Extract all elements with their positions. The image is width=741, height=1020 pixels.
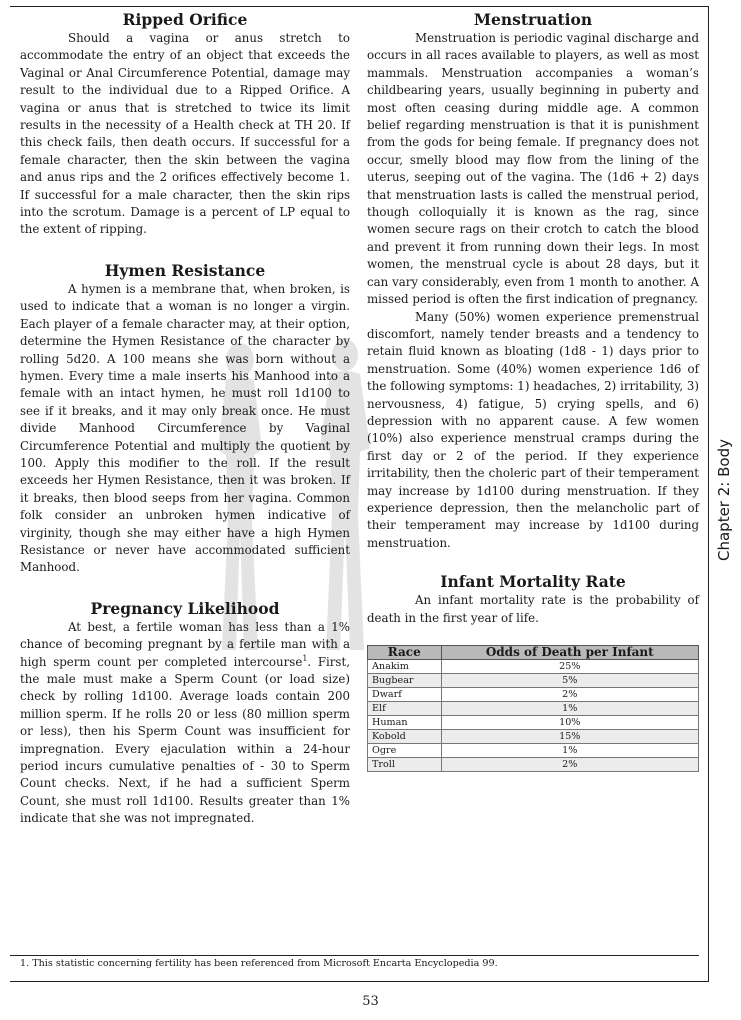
table-header-row — [368, 646, 699, 660]
table-row — [368, 744, 699, 758]
menstruation-text-1: Menstruation is periodic vaginal discharge and occurs in all races available to players, as well as most mammals. Menstruation accompanies a woman’s childbearing years, usually beginning in puberty and most often ceasing during middle age. A common belief regarding menstruation is that it is punishment from the gods for being female. If pregnancy does not occur, smelly blood may flow from the lining of the uterus, seeping out of the vagina. The (1d6 + 2) days that menstruation lasts is called the menstrual period, though colloquially it is known as the rag, since women secure rags on their crotch to catch the blood and prevent it from running down their legs. In most women, the menstrual cycle is about 28 days, but it can vary considerably, even from 1 month to another. A missed period is often the first indication of pregnancy. — [367, 31, 699, 307]
pregnancy-likelihood-section — [20, 599, 350, 828]
table-header-race: Race — [368, 646, 442, 660]
right-column — [367, 10, 699, 786]
footnote: 1. This statistic concerning fertility has been referenced from Microsoft Encarta Encyclopedia 99. — [20, 958, 498, 969]
race-cell: Bugbear — [368, 674, 442, 688]
menstruation-section — [367, 10, 699, 552]
odds-cell: 10% — [441, 716, 698, 730]
infant-mortality-section — [367, 572, 699, 772]
ripped-orifice-text: Should a vagina or anus stretch to accommodate the entry of an object that exceeds the Vaginal or Anal Circumference Potential, damage may result to the individual due to a Ripped Orifice. A vagina or anus that is stretched to twice its limit results in the necessity of a Health check at TH 20. If this check fails, then death occurs. If successful for a female character, then the skin between the vagina and anus rips and the 2 orifices effectively become 1. If successful for a male character, then the skin rips into the scrotum. Damage is a percent of LP equal to the extent of ripping. — [20, 31, 350, 237]
pregnancy-text-part-a: At best, a fertile woman has less than a 1% chance of becoming pregnant by a fertile man with a high sperm count per completed intercourse — [20, 619, 350, 669]
pregnancy-likelihood-text — [20, 619, 350, 828]
table-header-odds: Odds of Death per Infant — [441, 646, 698, 660]
odds-cell: 15% — [441, 730, 698, 744]
hymen-resistance-heading: Hymen Resistance — [104, 260, 266, 280]
race-cell: Ogre — [368, 744, 442, 758]
footnote-marker: 1 — [302, 653, 308, 663]
hymen-resistance-section — [20, 261, 350, 577]
odds-cell: 2% — [441, 758, 698, 772]
table-body — [368, 660, 699, 772]
pregnancy-text-part-b: . First, the male must make a Sperm Count (or load size) check by rolling 1d100. Average loads contain 200 million sperm. If he rolls 20 or less (80 million sperm or less), then his Sperm Count was insufficient for impregnation. Every ejaculation within a 24-hour period incurs cumulative penalties of - 30 to Sperm Count checks. Next, if he had a sufficient Sperm Count, she must roll 1d100. Results greater than 1% indicate that she was not impregnated. — [20, 654, 350, 826]
table-row — [368, 702, 699, 716]
race-cell: Elf — [368, 702, 442, 716]
table-row — [368, 730, 699, 744]
race-cell: Human — [368, 716, 442, 730]
race-cell: Troll — [368, 758, 442, 772]
menstruation-heading: Menstruation — [473, 10, 593, 29]
odds-cell: 5% — [441, 674, 698, 688]
table-row — [368, 660, 699, 674]
pregnancy-likelihood-heading: Pregnancy Likelihood — [90, 598, 280, 618]
odds-cell: 2% — [441, 688, 698, 702]
infant-mortality-heading: Infant Mortality Rate — [440, 572, 626, 592]
odds-cell: 1% — [441, 702, 698, 716]
infant-mortality-table — [367, 645, 699, 772]
odds-cell: 1% — [441, 744, 698, 758]
left-column — [20, 10, 350, 842]
odds-cell: 25% — [441, 660, 698, 674]
table-row — [368, 758, 699, 772]
race-cell: Kobold — [368, 730, 442, 744]
race-cell: Anakim — [368, 660, 442, 674]
infant-mortality-text: An infant mortality rate is the probability of death in the first year of life. — [367, 593, 699, 625]
footnote-divider — [10, 955, 699, 956]
table-row — [368, 688, 699, 702]
hymen-resistance-text: A hymen is a membrane that, when broken, is used to indicate that a woman is no longer a virgin. Each player of a female character may, at their option, determine the Hymen Resistance of the character by rolling 5d20. A 100 means she was born without a hymen. Every time a male inserts his Manhood into a female with an intact hymen, he must roll 1d100 to see if it breaks, and it may only break once. He must divide Manhood Circumference by Vaginal Circumference Potential and multiply the quotient by 100. Apply this modifier to the roll. If the result exceeds her Hymen Resistance, then it was broken. If it breaks, then blood seeps from her vagina. Common folk consider an unbroken hymen indicative of virginity, though she may either have a high Hymen Resistance or never have accommodated sufficient Manhood. — [20, 281, 350, 575]
table-row — [368, 674, 699, 688]
ripped-orifice-heading: Ripped Orifice — [122, 10, 248, 29]
chapter-label: Chapter 2: Body — [715, 439, 733, 561]
race-cell: Dwarf — [368, 688, 442, 702]
menstruation-text-2: Many (50%) women experience premenstrual discomfort, namely tender breasts and a tendency to retain fluid known as bloating (1d8 - 1) days prior to menstruation. Some (40%) women experience 1d6 of the following symptoms: 1) headaches, 2) irritability, 3) nervousness, 4) fatigue, 5) crying spells, and 6) depression with no apparent cause. A few women (10%) also experience menstrual cramps during the first day or 2 of the period. If they experience irritability, then the choleric part of their temperament may increase by 1d100 during menstruation. If they experience depression, then the melancholic part of their temperament may increase by 1d100 during menstruation. — [367, 309, 699, 550]
ripped-orifice-section — [20, 10, 350, 239]
chapter-sidebar — [707, 380, 741, 620]
page-number: 53 — [362, 994, 379, 1009]
table-row — [368, 716, 699, 730]
